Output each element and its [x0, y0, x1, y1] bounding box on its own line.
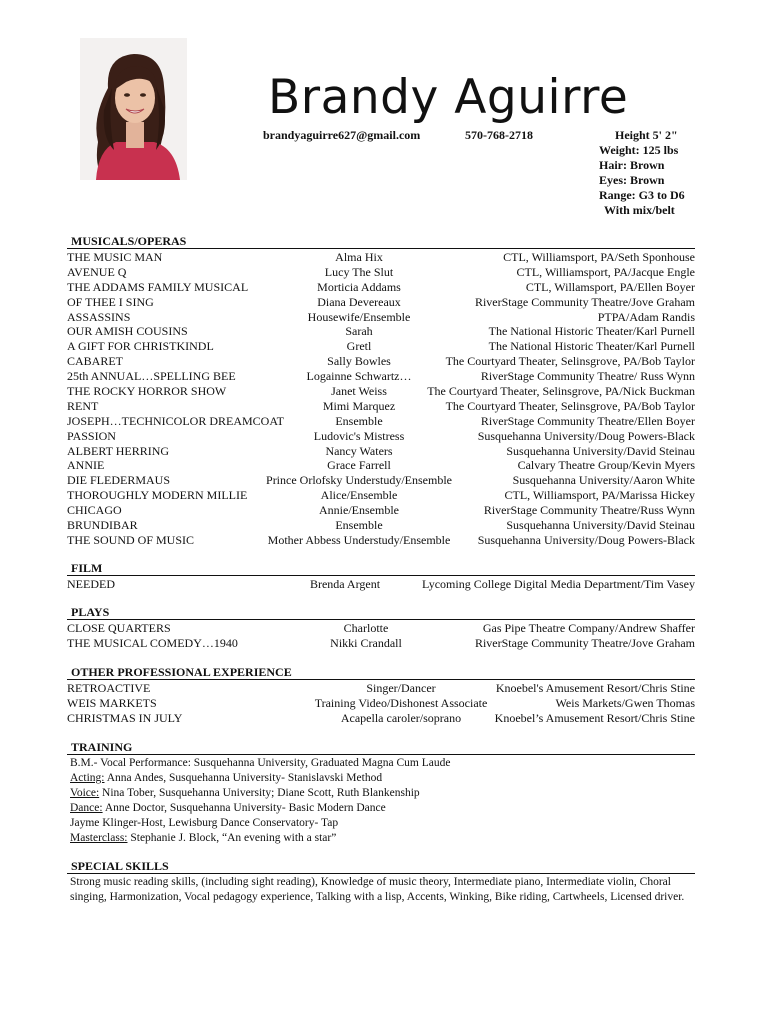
credit-company: The Courtyard Theater, Selinsgrove, PA/Bob Taylor — [445, 398, 695, 413]
credit-title: ASSASSINS — [67, 309, 131, 324]
credit-role: Prince Orlofsky Understudy/Ensemble — [266, 473, 452, 488]
credit-row — [67, 533, 695, 548]
credit-role: Gretl — [346, 339, 372, 354]
stat-eyes: Eyes: Brown — [599, 173, 665, 187]
credit-list — [67, 621, 695, 651]
credit-company: Susquehanna University/Aaron White — [512, 473, 695, 488]
credit-role: Lucy The Slut — [324, 264, 394, 279]
physical-stats — [599, 128, 685, 218]
stat-weight: Weight: 125 lbs — [599, 143, 679, 157]
section-title-training: TRAINING — [67, 740, 695, 755]
credit-company: Knoebel's Amusement Resort/Chris Stine — [495, 681, 695, 695]
credit-title: CLOSE QUARTERS — [67, 621, 171, 635]
credit-title: BRUNDIBAR — [67, 518, 138, 533]
training-line: Dance: Anne Doctor, Susquehanna University- Basic Modern Dance — [70, 802, 386, 814]
special-skills-text: Strong music reading skills, (including sight reading), Knowledge of music theory, Intermediate piano, Intermediate violin, Choral singing, Harmonization, Vocal pedagogy experience, Talking with a lisp, Accents, Winking, Bike riding, Cartwheels, Licensed driver. — [70, 876, 685, 903]
credit-title: THE ROCKY HORROR SHOW — [67, 384, 227, 399]
training-line: B.M.- Vocal Performance: Susquehanna University, Graduated Magna Cum Laude — [70, 757, 451, 769]
credit-title: ANNIE — [67, 458, 105, 473]
credit-company: Knoebel’s Amusement Resort/Chris Stine — [494, 710, 695, 725]
training-label: Voice: — [70, 787, 100, 799]
credit-role: Logainne Schwartz… — [306, 369, 412, 384]
credit-role: Alice/Ensemble — [320, 488, 398, 503]
credit-role: Mimi Marquez — [322, 398, 396, 413]
credit-title: CABARET — [67, 354, 124, 369]
credit-row — [67, 681, 695, 696]
credit-title: CHICAGO — [67, 503, 122, 518]
credit-row — [67, 354, 695, 369]
credit-title: THOROUGHLY MODERN MILLIE — [67, 488, 248, 503]
credit-company: Lycoming College Digital Media Department/Tim Vasey — [422, 577, 695, 591]
credit-role: Nancy Waters — [325, 443, 393, 458]
headshot-photo — [80, 38, 187, 180]
credit-company: RiverStage Community Theatre/Ellen Boyer — [480, 413, 695, 428]
credit-role: Training Video/Dishonest Associate — [314, 695, 488, 710]
credit-row — [67, 324, 695, 339]
section-other-experience — [67, 665, 695, 726]
training-line: Masterclass: Stephanie J. Block, “An evening with a star” — [70, 832, 337, 844]
stat-range: Range: G3 to D6 — [599, 188, 685, 202]
credit-role: Acapella caroler/soprano — [340, 710, 462, 725]
credit-company: The National Historic Theater/Karl Purnell — [488, 324, 695, 339]
section-title-special-skills: SPECIAL SKILLS — [67, 859, 695, 874]
credit-company: Susquehanna University/Doug Powers-Black — [477, 428, 695, 443]
credit-company: Weis Markets/Gwen Thomas — [555, 695, 695, 710]
credit-company: RiverStage Community Theatre/Jove Graham — [474, 635, 695, 650]
stat-height: Height 5' 2" — [615, 128, 678, 142]
credit-list — [67, 250, 695, 548]
credit-row — [67, 696, 695, 711]
credit-company: RiverStage Community Theatre/Jove Graham — [474, 294, 695, 309]
section-film — [67, 561, 695, 592]
credit-role: Sarah — [345, 324, 373, 339]
credit-list — [67, 577, 695, 592]
section-special-skills — [67, 859, 695, 905]
credit-row — [67, 711, 695, 726]
credit-row — [67, 414, 695, 429]
credit-row — [67, 503, 695, 518]
training-line: Voice: Nina Tober, Susquehanna University; Diane Scott, Ruth Blankenship — [70, 787, 420, 799]
credit-role: Charlotte — [343, 621, 389, 635]
credit-row — [67, 621, 695, 636]
training-label: Acting: — [70, 772, 105, 784]
credit-role: Brenda Argent — [309, 577, 381, 591]
phone-number: 570-768-2718 — [465, 128, 533, 142]
credit-title: JOSEPH…TECHNICOLOR DREAMCOAT — [67, 413, 285, 428]
credit-title: THE MUSICAL COMEDY…1940 — [67, 635, 238, 650]
credit-company: Calvary Theatre Group/Kevin Myers — [517, 458, 695, 473]
section-musicals — [67, 234, 695, 548]
credit-role: Singer/Dancer — [366, 681, 436, 695]
credit-company: Susquehanna University/Doug Powers-Black — [477, 532, 695, 547]
credit-company: Gas Pipe Theatre Company/Andrew Shaffer — [482, 621, 695, 635]
credit-row — [67, 488, 695, 503]
credit-row — [67, 384, 695, 399]
stat-mix-belt: With mix/belt — [604, 203, 675, 217]
training-line: Jayme Klinger-Host, Lewisburg Dance Conservatory- Tap — [70, 817, 339, 829]
credit-row — [67, 250, 695, 265]
section-training — [67, 740, 695, 846]
credit-company: CTL, Willamsport, PA/Ellen Boyer — [525, 279, 695, 294]
credit-role: Morticia Addams — [317, 279, 401, 294]
section-plays — [67, 605, 695, 651]
credit-row — [67, 473, 695, 488]
training-label: Dance: — [70, 802, 103, 814]
credit-row — [67, 280, 695, 295]
credit-title: CHRISTMAS IN JULY — [67, 710, 183, 725]
credit-row — [67, 339, 695, 354]
credit-role: Mother Abbess Understudy/Ensemble — [267, 532, 451, 547]
credit-row — [67, 577, 695, 592]
credit-role: Nikki Crandall — [330, 635, 402, 650]
credit-title: 25th ANNUAL…SPELLING BEE — [67, 369, 236, 384]
credit-company: Susquehanna University/David Steinau — [506, 518, 695, 533]
credit-role: Grace Farrell — [327, 458, 391, 473]
credit-row — [67, 429, 695, 444]
credit-row — [67, 399, 695, 414]
credit-title: THE SOUND OF MUSIC — [67, 532, 195, 547]
credit-role: Ludovic's Mistress — [313, 428, 405, 443]
credit-title: DIE FLEDERMAUS — [67, 473, 171, 488]
credit-title: ALBERT HERRING — [67, 443, 170, 458]
section-title-other-experience: OTHER PROFESSIONAL EXPERIENCE — [67, 665, 695, 680]
credit-company: CTL, Williamsport, PA/Marissa Hickey — [504, 488, 695, 503]
credit-company: CTL, Williamsport, PA/Jacque Engle — [516, 264, 695, 279]
credit-role: Ensemble — [335, 518, 383, 533]
training-label: Masterclass: — [70, 832, 128, 844]
applicant-name: Brandy Aguirre — [268, 70, 629, 125]
credit-role: Alma Hix — [335, 250, 383, 264]
stat-hair: Hair: Brown — [599, 158, 665, 172]
credit-role: Sally Bowles — [327, 354, 391, 369]
section-title-film: FILM — [67, 561, 695, 576]
training-line: Acting: Anna Andes, Susquehanna University- Stanislavski Method — [70, 772, 383, 784]
credit-row — [67, 265, 695, 280]
credit-title: A GIFT FOR CHRISTKINDL — [67, 339, 214, 354]
credit-title: RETROACTIVE — [67, 681, 151, 695]
credit-role: Janet Weiss — [331, 384, 387, 399]
credit-title: PASSION — [67, 428, 116, 443]
credit-company: The Courtyard Theater, Selinsgrove, PA/Nick Buckman — [427, 384, 695, 399]
credit-list — [67, 681, 695, 726]
credit-title: THE MUSIC MAN — [67, 250, 163, 264]
credit-row — [67, 444, 695, 459]
credit-company: PTPA/Adam Randis — [597, 309, 695, 324]
credit-title: AVENUE Q — [67, 264, 127, 279]
credit-company: The National Historic Theater/Karl Purnell — [488, 339, 695, 354]
credit-role: Ensemble — [335, 413, 383, 428]
credit-company: Susquehanna University/David Steinau — [506, 443, 695, 458]
credit-company: RiverStage Community Theatre/ Russ Wynn — [480, 369, 695, 384]
section-title-plays: PLAYS — [67, 605, 695, 620]
credit-title: OF THEE I SING — [67, 294, 154, 309]
credit-row — [67, 295, 695, 310]
credit-title: WEIS MARKETS — [67, 695, 157, 710]
credit-title: THE ADDAMS FAMILY MUSICAL — [67, 279, 249, 294]
credit-role: Diana Devereaux — [317, 294, 401, 309]
email-address: brandyaguirre627@gmail.com — [263, 128, 421, 142]
credit-row — [67, 310, 695, 325]
credit-title: NEEDED — [67, 577, 115, 591]
credit-company: CTL, Williamsport, PA/Seth Sponhouse — [503, 250, 695, 264]
credit-role: Housewife/Ensemble — [307, 309, 411, 324]
credit-row — [67, 369, 695, 384]
section-title-musicals: MUSICALS/OPERAS — [67, 234, 695, 249]
credit-title: RENT — [67, 398, 99, 413]
credit-company: RiverStage Community Theatre/Russ Wynn — [483, 503, 695, 518]
credit-row — [67, 636, 695, 651]
credit-title: OUR AMISH COUSINS — [67, 324, 188, 339]
credit-row — [67, 458, 695, 473]
credit-company: The Courtyard Theater, Selinsgrove, PA/Bob Taylor — [445, 354, 695, 369]
credit-role: Annie/Ensemble — [319, 503, 399, 518]
credit-row — [67, 518, 695, 533]
